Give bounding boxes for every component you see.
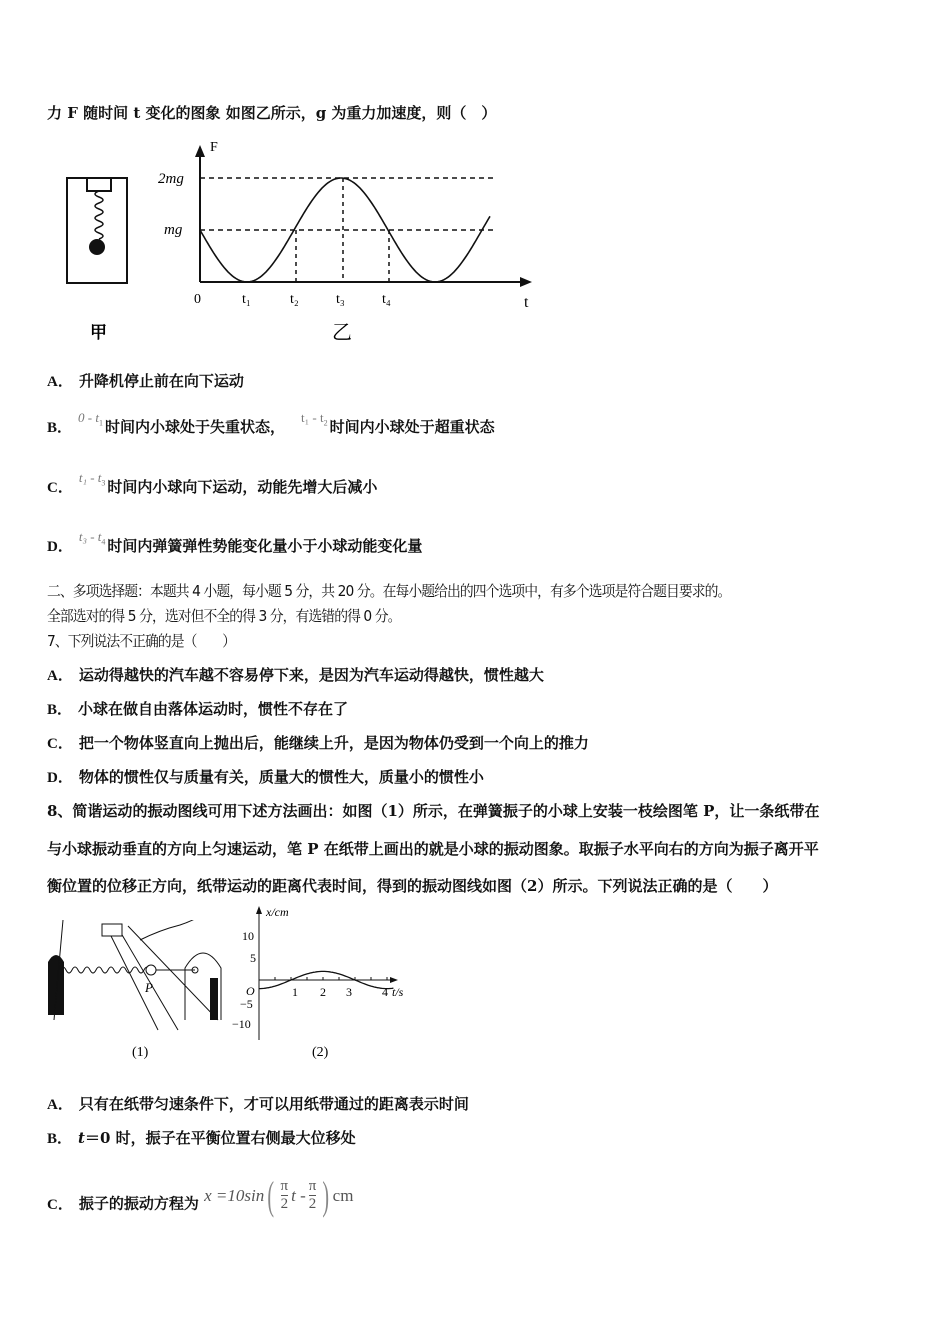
option-6d[interactable] [47, 529, 423, 557]
option-7d[interactable] [47, 766, 484, 787]
pen-label: P [145, 980, 153, 995]
math-interval: $t_1 - t_2$ [300, 410, 328, 428]
section-2-scoring: 全部选对的得 5 分，选对但不全的得 3 分，有选错的得 0 分。 [47, 607, 401, 625]
option-6a[interactable] [47, 370, 244, 391]
option-text: 时间内小球处于失重状态， [104, 418, 285, 436]
figure-2-caption: (2) [312, 1045, 329, 1060]
option-label: B． [47, 1131, 73, 1147]
option-text: 升降机停止前在向下运动 [78, 372, 244, 390]
option-text: 时间内小球处于超重状态 [329, 418, 495, 436]
x-tick-4: 4 [382, 985, 388, 999]
question-8-stem-line3: 衡位置的位移正方向，纸带运动的距离代表时间，得到的振动图线如图（2）所示。下列说法正确的是（ ） [47, 877, 778, 895]
option-text: 运动得越快的汽车越不容易停下来，是因为汽车运动得越快，惯性越大 [78, 666, 544, 684]
option-label: D． [47, 770, 73, 786]
option-label: B． [47, 420, 73, 436]
y-label-mg: mg [164, 222, 183, 238]
figure-1-caption: (1) [132, 1045, 149, 1060]
option-text: 把一个物体竖直向上抛出后，能继续上升，是因为物体仍受到一个向上的推力 [78, 734, 589, 752]
y-tick-5: 5 [250, 951, 256, 965]
option-label: A． [47, 668, 73, 684]
question-8-stem-line1: 8、简谐运动的振动图线可用下述方法画出：如图（1）所示，在弹簧振子的小球上安装一枝绘图笔 P，让一条纸带在 [47, 802, 820, 820]
option-label: C． [47, 1196, 73, 1213]
origin-label: O [246, 984, 255, 998]
option-label: A． [47, 1097, 73, 1113]
option-label: D． [47, 539, 73, 555]
y-axis-label: x/cm [266, 905, 289, 919]
math-interval: $t_1 - t_3$ [78, 470, 106, 488]
figure-yi-force-graph [150, 135, 550, 350]
option-text: 物体的惯性仅与质量有关，质量大的惯性大，质量小的惯性小 [78, 768, 484, 786]
x-tick-2: 2 [320, 985, 326, 999]
option-text: 振子的振动方程为 [78, 1194, 199, 1213]
y-tick-neg5: −5 [240, 997, 253, 1011]
x-tick-3: 3 [346, 985, 352, 999]
axis-t-label: t [524, 294, 529, 311]
figure-yi-caption: 乙 [332, 322, 352, 344]
math-interval: $t_3 - t_4$ [78, 529, 106, 547]
math-interval: $0 - t_1$ [78, 410, 103, 428]
option-label: C． [47, 736, 73, 752]
option-text: 时间内小球向下运动，动能先增大后减小 [107, 478, 378, 496]
figure-jia-caption: 甲 [90, 323, 107, 342]
x-tick-1: 1 [292, 985, 298, 999]
option-8c[interactable] [47, 1173, 354, 1227]
y-tick-neg10: −10 [232, 1017, 251, 1031]
figure-2-vibration-graph [228, 900, 418, 1065]
option-8a[interactable] [47, 1093, 469, 1114]
option-text: ＝0 时，振子在平衡位置右侧最大位移处 [84, 1129, 356, 1147]
option-text: 只有在纸带匀速条件下，才可以用纸带通过的距离表示时间 [78, 1095, 469, 1113]
option-label: B． [47, 702, 73, 718]
option-6c[interactable] [47, 470, 378, 498]
option-text: 时间内弹簧弹性势能变化量小于小球动能变化量 [107, 537, 423, 555]
figure-1-apparatus [40, 920, 230, 1065]
x-label-t4: t₄ [382, 292, 391, 307]
option-label: A． [47, 374, 73, 390]
axis-f-label: F [210, 140, 218, 155]
option-7a[interactable] [47, 664, 544, 685]
figure-jia [60, 170, 140, 350]
option-7b[interactable] [47, 698, 348, 719]
x-label-0: 0 [194, 292, 201, 307]
section-2-heading: 二、多项选择题：本题共 4 小题，每小题 5 分，共 20 分。在每小题给出的四个选项中，有多个选项是符合题目要求的。 [47, 582, 731, 600]
y-tick-10: 10 [242, 929, 254, 943]
y-label-2mg: 2mg [158, 171, 184, 187]
question-8-stem-line2: 与小球振动垂直的方向上匀速运动，笔 P 在纸带上画出的就是小球的振动图象。取振子水平向右的方向为振子离开平 [47, 840, 819, 858]
question-6-stem: 力 F 随时间 t 变化的图象 如图乙所示，g 为重力加速度，则（ ） [47, 104, 497, 122]
x-axis-label: t/s [392, 985, 404, 999]
x-label-t1: t₁ [242, 292, 251, 307]
vibration-equation: x =10sin ( $\frac{\pi}{2}$ t - $\frac{\pi}{2}$ ) cm [204, 1173, 354, 1218]
x-label-t2: t₂ [290, 292, 299, 307]
option-label: C． [47, 480, 73, 496]
option-6b[interactable] [47, 410, 495, 438]
option-8b[interactable] [47, 1127, 356, 1148]
variable-t: t [78, 1129, 85, 1147]
question-7-stem: 7、下列说法不正确的是（ ） [47, 632, 236, 650]
option-text: 小球在做自由落体运动时，惯性不存在了 [78, 700, 349, 718]
option-7c[interactable] [47, 732, 589, 753]
x-label-t3: t₃ [336, 292, 345, 307]
